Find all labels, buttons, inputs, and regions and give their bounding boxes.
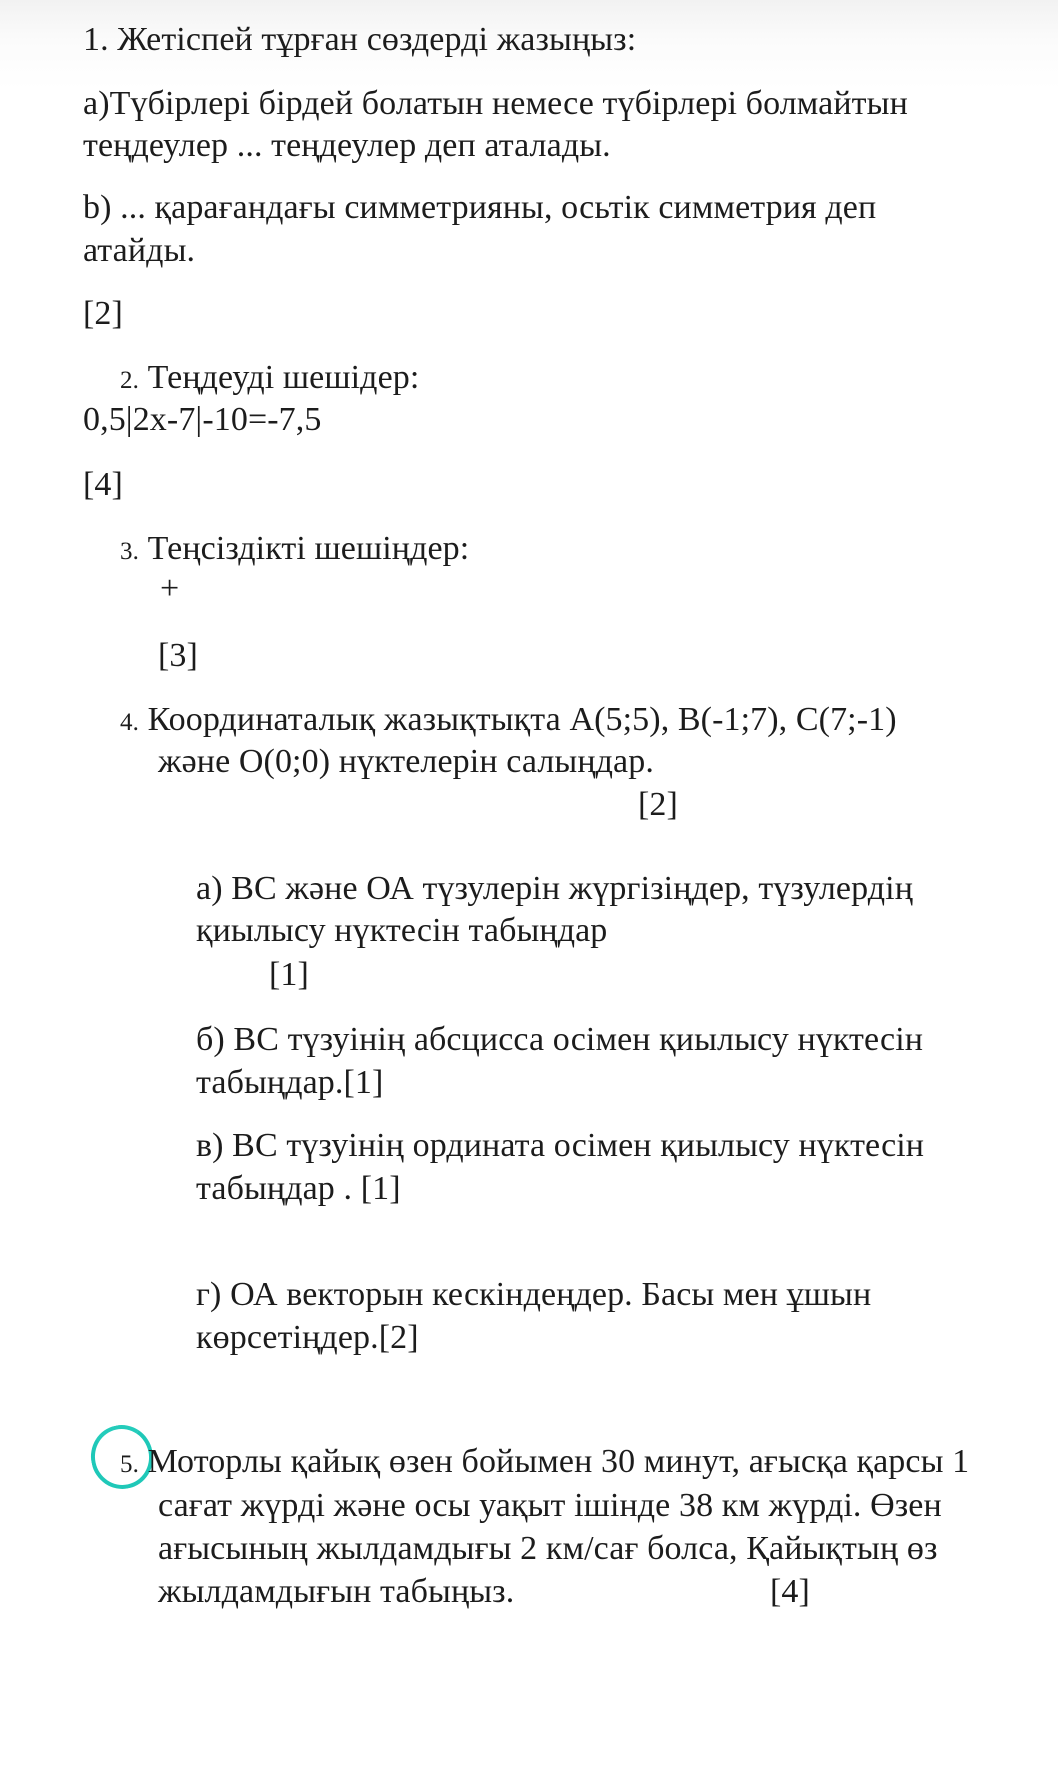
q3-score: [3]	[158, 637, 198, 674]
q1-score: [2]	[83, 295, 123, 332]
q4-d-line2: көрсетіңдер.[2]	[196, 1319, 419, 1356]
q3-title: Теңсіздікті шешіңдер:	[147, 530, 470, 567]
q5-header	[120, 1440, 969, 1486]
q2-title: Теңдеуді шешідер:	[147, 359, 420, 396]
q4-number: 4.	[120, 709, 139, 736]
q4-c-line1: в) ВС түзуінің ордината осімен қиылысу нүктесін	[196, 1127, 925, 1164]
q5-line2: сағат жүрді және осы уақыт ішінде 38 км жүрді. Өзен	[158, 1487, 942, 1524]
q4-header	[120, 698, 897, 744]
q4-line2: және О(0;0) нүктелерін салыңдар.	[158, 743, 654, 780]
q2-number: 2.	[120, 367, 139, 394]
q1-a-line2: теңдеулер ... теңдеулер деп аталады.	[83, 127, 611, 164]
q5-number: 5.	[120, 1451, 139, 1478]
q2-header	[120, 356, 419, 402]
q5-line1: Моторлы қайық өзен бойымен 30 минут, ағысқа қарсы 1	[147, 1443, 970, 1480]
q4-a-line2: қиылысу нүктесін табыңдар	[196, 912, 608, 949]
q5-score: [4]	[770, 1573, 810, 1610]
q1-title: 1. Жетіспей тұрған сөздерді жазыңыз:	[83, 21, 637, 58]
q4-line1: Координаталық жазықтықта А(5;5), В(-1;7), С(7;-1)	[147, 701, 897, 738]
q4-c-line2: табыңдар . [1]	[196, 1170, 401, 1207]
q3-expression: +	[160, 570, 180, 607]
q4-b-line2: табыңдар.[1]	[196, 1064, 384, 1101]
q4-score: [2]	[638, 786, 678, 823]
q1-b-line2: атайды.	[83, 232, 196, 269]
q5-line3: ағысының жылдамдығы 2 км/сағ болса, Қайықтың өз	[158, 1530, 938, 1567]
q2-equation: 0,5|2х-7|-10=-7,5	[83, 401, 322, 438]
q1-b-line1: b) ... қарағандағы симметрияны, осьтік симметрия деп	[83, 189, 877, 226]
q4-b-line1: б) ВС түзуінің абсцисса осімен қиылысу нүктесін	[196, 1021, 924, 1058]
q3-number: 3.	[120, 538, 139, 565]
q2-score: [4]	[83, 466, 123, 503]
q4-a-line1: а) ВС және ОА түзулерін жүргізіңдер, түзулердің	[196, 870, 914, 907]
q5-line4: жылдамдығын табыңыз.	[158, 1573, 515, 1610]
q4-d-line1: г) ОА векторын кескіндеңдер. Басы мен ұшын	[196, 1276, 872, 1313]
q4-a-score: [1]	[269, 956, 309, 993]
q1-a-line1: а)Түбірлері бірдей болатын немесе түбірлері болмайтын	[83, 85, 908, 122]
